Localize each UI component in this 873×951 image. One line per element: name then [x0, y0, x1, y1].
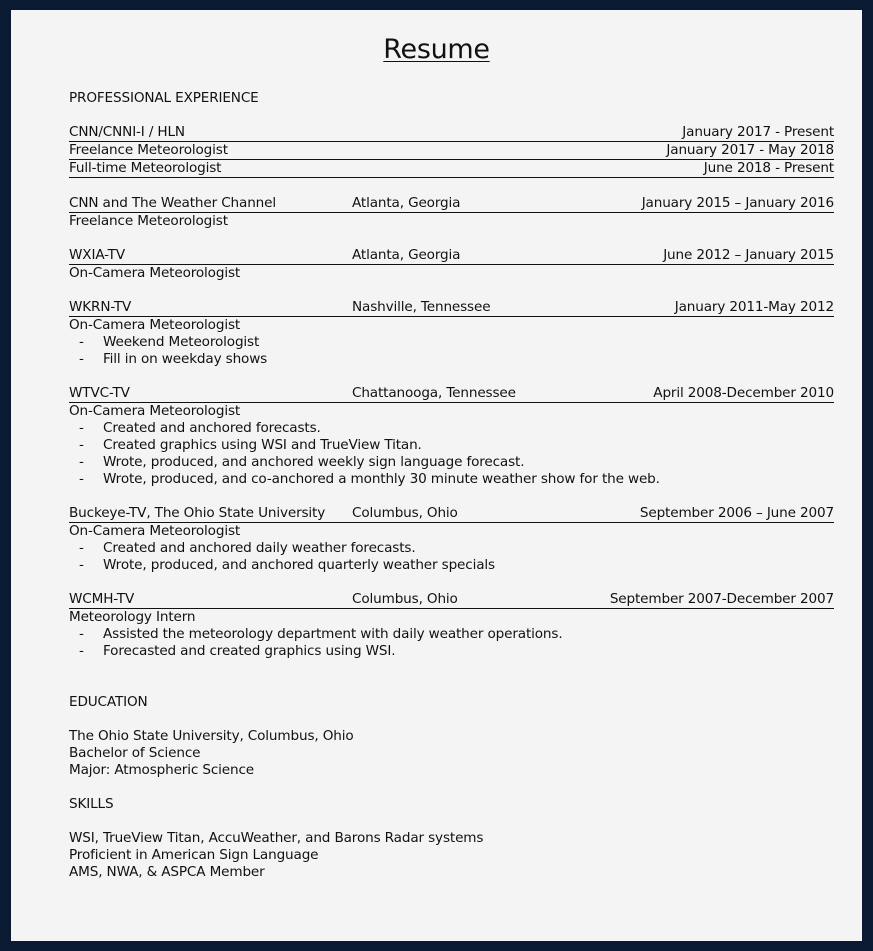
bullet-text: Created graphics using WSI and TrueView Titan. [103, 437, 422, 453]
job-header [69, 505, 834, 523]
skills-heading: SKILLS [69, 796, 114, 812]
bullet-item [69, 437, 834, 454]
bullet-text: Weekend Meteorologist [103, 334, 260, 350]
job-entry [69, 299, 834, 368]
section-heading-experience [69, 90, 834, 107]
bullet-item [69, 334, 834, 351]
bullet-item [69, 626, 834, 643]
job-dates: June 2012 – January 2015 [663, 247, 834, 263]
skills-line [69, 847, 834, 864]
bullet-item [69, 420, 834, 437]
education-text: Major: Atmospheric Science [69, 762, 254, 778]
job-entry [69, 247, 834, 282]
bullet-item [69, 351, 834, 368]
skills-text: WSI, TrueView Titan, AccuWeather, and Barons Radar systems [69, 830, 484, 846]
job-role: On-Camera Meteorologist [69, 403, 241, 419]
job-role: Freelance Meteorologist [69, 213, 228, 229]
education-line [69, 728, 834, 745]
bullet-text: Wrote, produced, and anchored quarterly weather specials [103, 557, 495, 573]
education-section [69, 694, 834, 779]
job-location: Columbus, Ohio [352, 591, 458, 607]
section-heading-education [69, 694, 834, 711]
job-role-line [69, 523, 834, 540]
bullet-dash: - [79, 454, 84, 470]
job-dates: September 2007-December 2007 [609, 591, 834, 607]
bullet-dash: - [79, 471, 84, 487]
education-line [69, 745, 834, 762]
skills-line [69, 864, 834, 881]
bullet-dash: - [79, 437, 84, 453]
job-role-line [69, 213, 834, 230]
bullet-dash: - [79, 540, 84, 556]
job-header [69, 247, 834, 265]
cnn-row-name: Freelance Meteorologist [69, 142, 228, 158]
job-role: On-Camera Meteorologist [69, 265, 241, 281]
cnn-row-2 [69, 160, 834, 178]
education-line [69, 762, 834, 779]
job-location: Atlanta, Georgia [352, 195, 461, 211]
bullet-text: Created and anchored forecasts. [103, 420, 321, 436]
bullet-dash: - [79, 351, 84, 367]
job-role: On-Camera Meteorologist [69, 523, 241, 539]
job-location: Nashville, Tennessee [352, 299, 491, 315]
job-location: Chattanooga, Tennessee [352, 385, 516, 401]
job-employer: WXIA-TV [69, 247, 125, 263]
bullet-text: Fill in on weekday shows [103, 351, 268, 367]
job-dates: September 2006 – June 2007 [639, 505, 834, 521]
experience-heading: PROFESSIONAL EXPERIENCE [69, 90, 259, 106]
cnn-block [69, 124, 834, 178]
job-role-line [69, 265, 834, 282]
job-employer: WKRN-TV [69, 299, 132, 315]
education-text: The Ohio State University, Columbus, Ohio [69, 728, 354, 744]
job-header [69, 299, 834, 317]
bullet-item [69, 557, 834, 574]
cnn-row-1 [69, 142, 834, 160]
bullet-dash: - [79, 334, 84, 350]
bullet-dash: - [79, 420, 84, 436]
job-entry [69, 385, 834, 488]
bullet-dash: - [79, 643, 84, 659]
cnn-row-date: January 2017 - Present [682, 124, 834, 140]
job-dates: January 2015 – January 2016 [641, 195, 834, 211]
education-text: Bachelor of Science [69, 745, 201, 761]
bullet-item [69, 454, 834, 471]
job-dates: April 2008-December 2010 [653, 385, 834, 401]
bullet-text: Assisted the meteorology department with daily weather operations. [103, 626, 563, 642]
job-role: Meteorology Intern [69, 609, 196, 625]
job-employer: Buckeye-TV, The Ohio State University [69, 505, 326, 521]
skills-text: AMS, NWA, & ASPCA Member [69, 864, 265, 880]
job-employer: WTVC-TV [69, 385, 130, 401]
resume-title-wrap [11, 34, 862, 65]
cnn-row-0 [69, 124, 834, 142]
cnn-row-date: June 2018 - Present [703, 160, 834, 176]
cnn-row-date: January 2017 - May 2018 [666, 142, 834, 158]
skills-line [69, 830, 834, 847]
job-entry [69, 591, 834, 660]
cnn-row-name: Full-time Meteorologist [69, 160, 222, 176]
cnn-row-name: CNN/CNNI-I / HLN [69, 124, 185, 140]
job-role-line [69, 609, 834, 626]
bullet-item [69, 643, 834, 660]
bullet-dash: - [79, 626, 84, 642]
skills-section [69, 796, 834, 881]
job-role-line [69, 403, 834, 420]
skills-text: Proficient in American Sign Language [69, 847, 319, 863]
bullet-text: Wrote, produced, and co-anchored a monthly 30 minute weather show for the web. [103, 471, 660, 487]
job-header [69, 195, 834, 213]
job-dates: January 2011-May 2012 [674, 299, 834, 315]
section-heading-skills [69, 796, 834, 813]
job-entry [69, 195, 834, 230]
job-employer: WCMH-TV [69, 591, 135, 607]
job-role-line [69, 317, 834, 334]
resume-content [69, 90, 834, 881]
job-header [69, 385, 834, 403]
bullet-dash: - [79, 557, 84, 573]
bullet-text: Created and anchored daily weather forecasts. [103, 540, 416, 556]
resume-title: Resume [383, 34, 490, 65]
bullet-item [69, 471, 834, 488]
bullet-text: Wrote, produced, and anchored weekly sign language forecast. [103, 454, 525, 470]
bullet-text: Forecasted and created graphics using WSI. [103, 643, 396, 659]
job-header [69, 591, 834, 609]
job-location: Columbus, Ohio [352, 505, 458, 521]
resume-page [11, 10, 862, 941]
job-role: On-Camera Meteorologist [69, 317, 241, 333]
job-entry [69, 505, 834, 574]
bullet-item [69, 540, 834, 557]
job-location: Atlanta, Georgia [352, 247, 461, 263]
job-employer: CNN and The Weather Channel [69, 195, 276, 211]
education-heading: EDUCATION [69, 694, 148, 710]
